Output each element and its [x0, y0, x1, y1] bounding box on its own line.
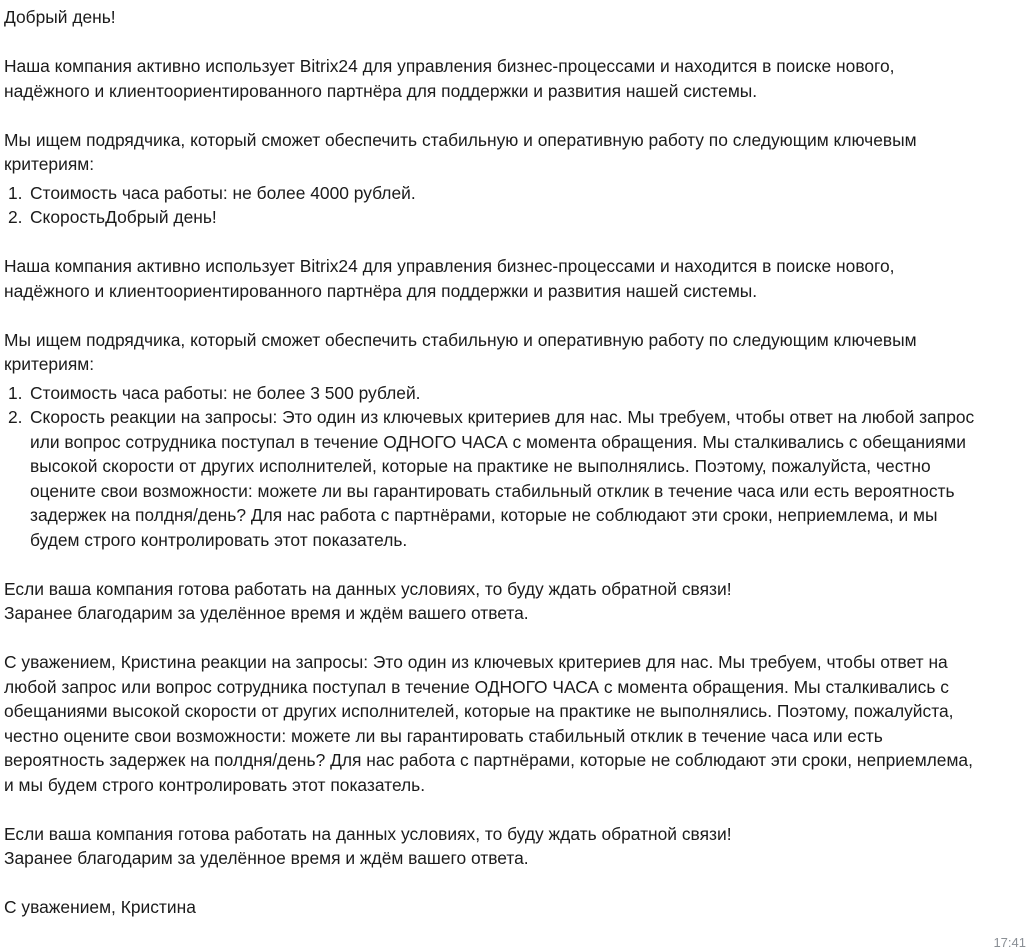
list-item: [4, 405, 1028, 552]
message-timestamp: 17:41: [993, 935, 1026, 950]
list-item-text: Стоимость часа работы: не более 3 500 рублей.: [30, 382, 421, 403]
list-item: [4, 181, 1028, 206]
chat-message: [4, 5, 1028, 920]
intro-paragraph: Наша компания активно использует Bitrix24 для управления бизнес-процессами и находится в поиске нового, надёжного и клиентоориентированного партнёра для поддержки и развития нашей системы.: [4, 256, 895, 301]
list-item-number: 2.: [8, 407, 23, 427]
signature-paragraph: С уважением, Кристина реакции на запросы: Это один из ключевых критериев для нас. Мы требуем, чтобы ответ на любой запрос или вопрос сотрудника поступал в течение ОДНОГО ЧАСА с момента обращения. Мы сталкивались с обещаниями высокой скорости от других исполнителей, которые на практике не выполнялись. Поэтому, пожалуйста, честно оцените свои возможности: можете ли вы гарантировать стабильный отклик в течение часа или есть вероятность задержек на полдня/день? Для нас работа с партнёрами, которые не соблюдают эти сроки, неприемлема, и мы будем строго контролировать этот показатель.: [4, 652, 973, 795]
list-item-text: СкоростьДобрый день!: [30, 207, 217, 227]
intro-paragraph: Наша компания активно использует Bitrix24 для управления бизнес-процессами и находится в поиске нового, надёжного и клиентоориентированного партнёра для поддержки и развития нашей системы.: [4, 56, 895, 101]
closing-paragraph: Если ваша компания готова работать на данных условиях, то буду ждать обратной связи! Заранее благодарим за уделённое время и ждём вашего ответа.: [4, 578, 732, 623]
criteria-intro: Мы ищем подрядчика, который сможет обеспечить стабильную и оперативную работу по следующим ключевым критериям:: [4, 329, 917, 374]
list-item-number: 1.: [8, 382, 23, 403]
criteria-list: [4, 381, 1028, 553]
list-item-text: Стоимость часа работы: не более 4000 рублей.: [30, 182, 416, 203]
greeting: Добрый день!: [4, 7, 116, 27]
criteria-list: [4, 181, 1028, 230]
list-item-number: 2.: [8, 207, 23, 227]
list-item: [4, 205, 1028, 230]
list-item-text: Скорость реакции на запросы: Это один из ключевых критериев для нас. Мы требуем, чтобы ответ на любой запрос или вопрос сотрудника поступал в течение ОДНОГО ЧАСА с момента обращения. Мы сталкивались с обещаниями высокой скорости от других исполнителей, которые на практике не выполнялись. Поэтому, пожалуйста, честно оцените свои возможности: можете ли вы гарантировать стабильный отклик в течение часа или есть вероятность задержек на полдня/день? Для нас работа с партнёрами, которые не соблюдают эти сроки, неприемлема, и мы будем строго контролировать этот показатель.: [30, 407, 975, 550]
list-item: [4, 381, 1028, 406]
signature: С уважением, Кристина: [4, 897, 196, 917]
closing-paragraph: Если ваша компания готова работать на данных условиях, то буду ждать обратной связи! Заранее благодарим за уделённое время и ждём вашего ответа.: [4, 823, 732, 868]
criteria-intro: Мы ищем подрядчика, который сможет обеспечить стабильную и оперативную работу по следующим ключевым критериям:: [4, 129, 917, 174]
list-item-number: 1.: [8, 182, 23, 203]
